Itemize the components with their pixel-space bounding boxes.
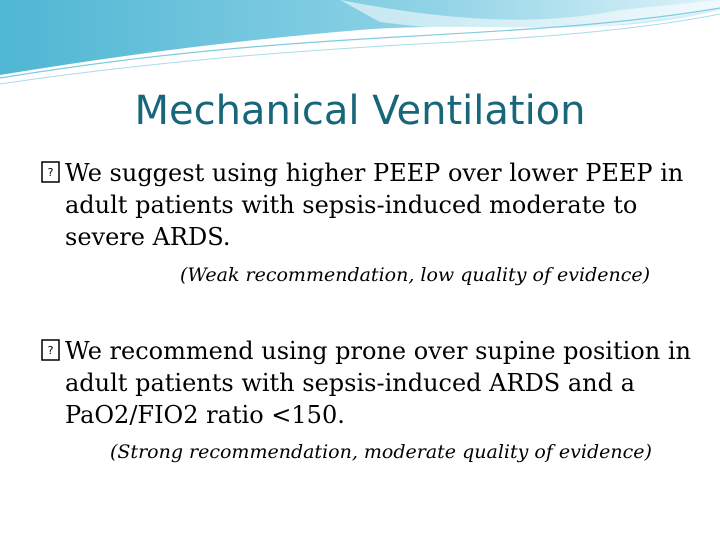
svg-text:?: ? — [47, 166, 54, 179]
missing-glyph-box-icon — [40, 338, 62, 362]
bullet-item-prone — [40, 335, 715, 431]
wave-fill — [0, 0, 720, 75]
svg-text:?: ? — [47, 344, 54, 357]
evidence-note: (Strong recommendation, moderate quality of evidence) — [110, 441, 652, 463]
bullet-text: We recommend using prone over supine position in adult patients with sepsis-induced ARDS and a PaO2/FIO2 ratio <150. — [65, 337, 691, 429]
header-wave-decoration — [0, 0, 720, 90]
evidence-note: (Weak recommendation, low quality of evidence) — [180, 264, 651, 286]
missing-glyph-box-icon — [40, 160, 62, 184]
bullet-text: We suggest using higher PEEP over lower PEEP in adult patients with sepsis-induced moderate to severe ARDS. — [65, 159, 684, 251]
slide-title: Mechanical Ventilation — [134, 88, 586, 134]
bullet-item-peep — [40, 157, 715, 253]
